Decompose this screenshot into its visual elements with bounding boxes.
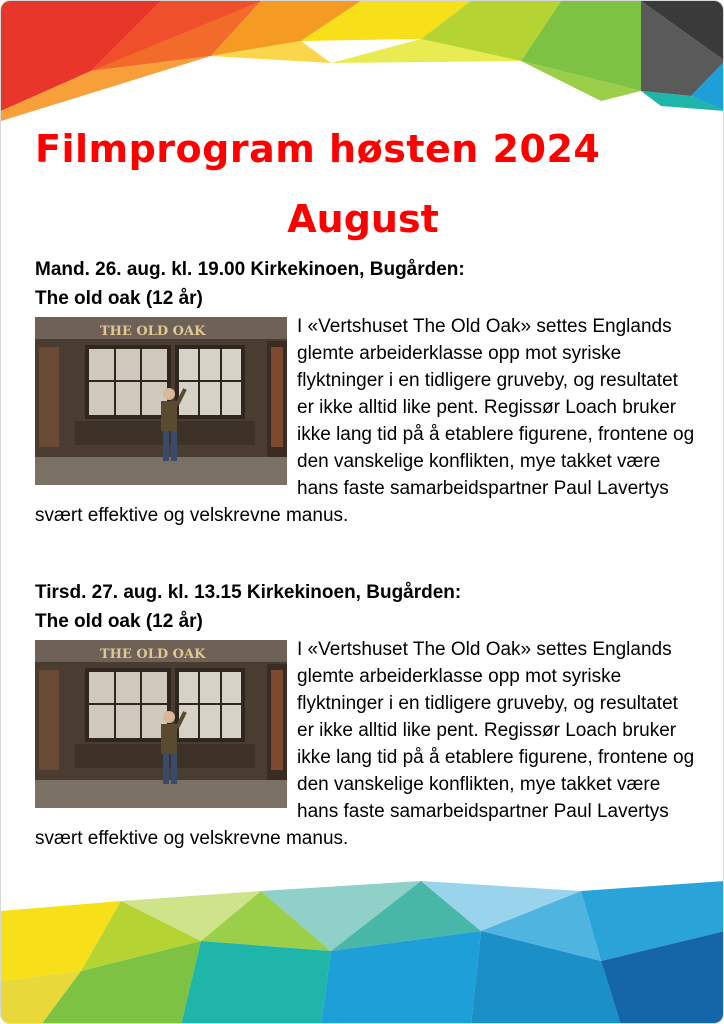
month-label: August [287,197,439,241]
event-heading [35,578,695,636]
event-description: I «Vertshuset The Old Oak» settes Englands glemte arbeiderklasse opp mot syriske flyktninger i en tidligere gruveby, og resultatet er ikke alltid like pent. Regissør Loach bruker ikke lang tid på å etablere figurene, frontene og den vanskelige konflikten, mye takket være hans faste samarbeidspartner Paul Lavertys svært effektive og velskrevne manus. [35,639,695,849]
film-still-photo [35,640,287,808]
event-listing [35,578,695,852]
event-film-title: The old oak (12 år) [35,288,203,309]
event-heading [35,255,695,313]
event-date-venue: Tirsd. 27. aug. kl. 13.15 Kirkekinoen, Bugården: [35,582,462,603]
page-title: Filmprogram høsten 2024 [35,127,601,171]
pub-sign-text: THE OLD OAK [100,324,206,339]
top-decorative-banner [1,1,724,121]
month-heading [1,197,724,241]
bottom-decorative-banner [1,881,724,1024]
event-date-venue: Mand. 26. aug. kl. 19.00 Kirkekinoen, Bugården: [35,259,465,280]
event-description: I «Vertshuset The Old Oak» settes Englands glemte arbeiderklasse opp mot syriske flyktninger i en tidligere gruveby, og resultatet er ikke alltid like pent. Regissør Loach bruker ikke lang tid på å etablere figurene, frontene og den vanskelige konflikten, mye takket være hans faste samarbeidspartner Paul Lavertys svært effektive og velskrevne manus. [35,316,695,526]
film-still-photo [35,317,287,485]
pub-sign-text: THE OLD OAK [100,647,206,662]
event-film-title: The old oak (12 år) [35,611,203,632]
event-listing [35,255,695,529]
